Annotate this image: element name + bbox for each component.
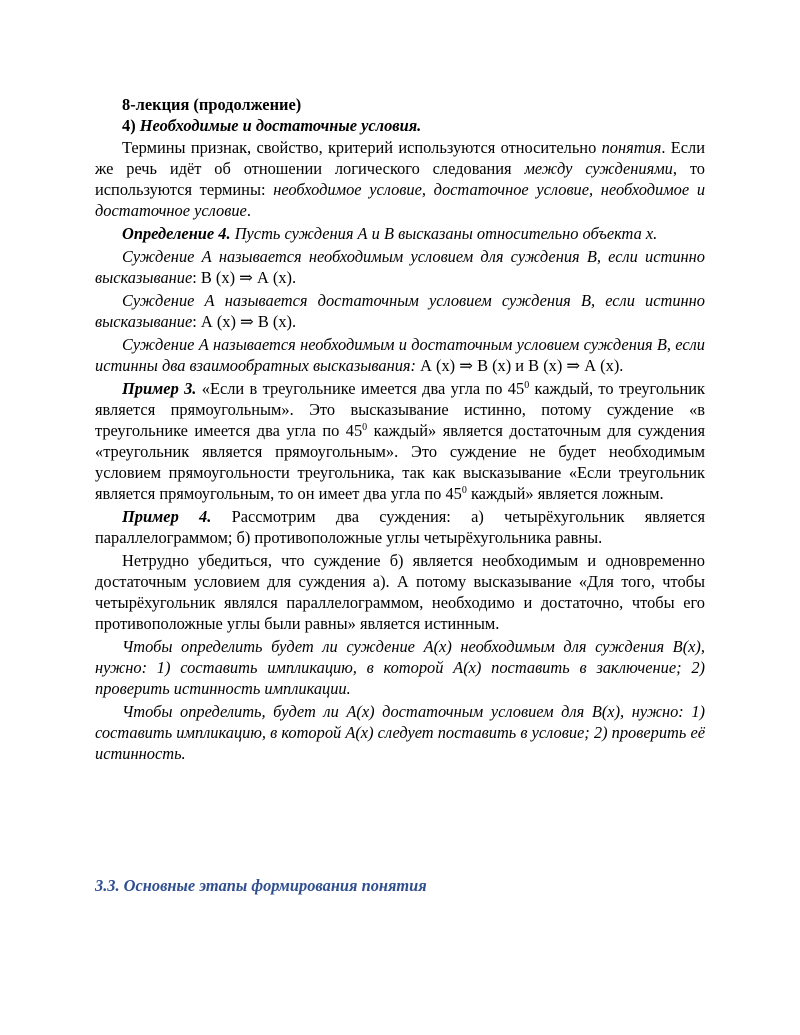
text-run: каждый» является ложным. xyxy=(466,484,664,503)
text-run: каждый, то треугольник является прямоугольным». Это высказывание истинно, потому суждение «в треугольнике имеется два угла по 45 xyxy=(95,379,705,440)
degree-sup: 0 xyxy=(524,380,530,391)
text-run-italic: между суждениями xyxy=(524,159,673,178)
text-run-italic: понятия xyxy=(601,138,662,157)
rule-sufficient: Чтобы определить, будет ли А(х) достаточным условием для В(х), нужно: 1) составить импликацию, в которой А(х) следует поставить в условие; 2) проверить её истинность. xyxy=(95,702,705,763)
subtitle xyxy=(95,115,705,136)
necessary-sufficient-condition xyxy=(95,334,705,376)
text-run: каждый» является достаточным для суждения «треугольник является прямоугольным». Это суждение не будет необходимым условием прямоугольности треугольника, так как высказывание «Если треугольник является прямоугольным, то он имеет два угла по 45 xyxy=(95,421,705,503)
definition-label: Определение 4. xyxy=(122,224,231,243)
sufficient-text: Суждение А называется достаточным условием суждения В, если истинно высказывание xyxy=(95,291,705,331)
sufficient-condition xyxy=(95,290,705,332)
both-text: Суждение А называется необходимым и достаточным условием суждения В, если истинны два взаимообратных высказывания: xyxy=(95,335,705,375)
text-run: , то используются термины: xyxy=(95,159,705,199)
example-4-text: Рассмотрим два суждения: а) четырёхугольник является параллелограммом; б) противоположные углы четырёхугольника равны. xyxy=(95,507,705,547)
definition-4 xyxy=(95,223,705,244)
necessary-text: Суждение А называется необходимым условием для суждения В, если истинно высказывание xyxy=(95,247,705,287)
section-heading: 3.3. Основные этапы формирования понятия xyxy=(95,876,427,895)
example-3 xyxy=(95,378,705,504)
text-run-italic: необходимое условие, достаточное условие, необходимое и достаточное условие xyxy=(95,180,706,220)
necessary-condition xyxy=(95,246,705,288)
paragraph-terms xyxy=(95,137,705,221)
definition-text: Пусть суждения А и В высказаны относительно объекта х. xyxy=(230,224,658,243)
text-run: «Если в треугольнике имеется два угла по 45 xyxy=(196,379,525,398)
rule-necessary: Чтобы определить будет ли суждение А(х) необходимым для суждения В(х), нужно: 1) составить импликацию, в которой А(х) поставить в заключение; 2) проверить истинность импликации. xyxy=(95,637,705,698)
example-4 xyxy=(95,506,705,548)
text-run: Термины признак, свойство, критерий используются относительно xyxy=(122,138,602,157)
example-3-label: Пример 3. xyxy=(122,379,197,398)
text-run: . Если же речь идёт об отношении логического следования xyxy=(95,138,705,178)
paragraph-conclusion: Нетрудно убедиться, что суждение б) является необходимым и одновременно достаточным условием для суждения а). А потому высказывание «Для того, чтобы четырёхугольник являлся параллелограммом, необходимо и достаточно, чтобы его противоположные углы были равны» является истинным. xyxy=(95,551,705,633)
both-formula: А (х) ⇒ В (х) и В (х) ⇒ А (х). xyxy=(416,356,624,375)
subtitle-number: 4) xyxy=(122,116,136,135)
necessary-formula: : В (х) ⇒ А (х). xyxy=(192,268,297,287)
subtitle-text: Необходимые и достаточные условия. xyxy=(139,116,422,135)
lecture-title: 8-лекция (продолжение) xyxy=(122,95,302,114)
example-4-label: Пример 4. xyxy=(122,507,212,526)
degree-sup: 0 xyxy=(362,422,368,433)
text-run: . xyxy=(246,201,251,220)
document-page xyxy=(95,94,705,764)
sufficient-formula: : А (х) ⇒ В (х). xyxy=(192,312,297,331)
degree-sup: 0 xyxy=(461,485,467,496)
